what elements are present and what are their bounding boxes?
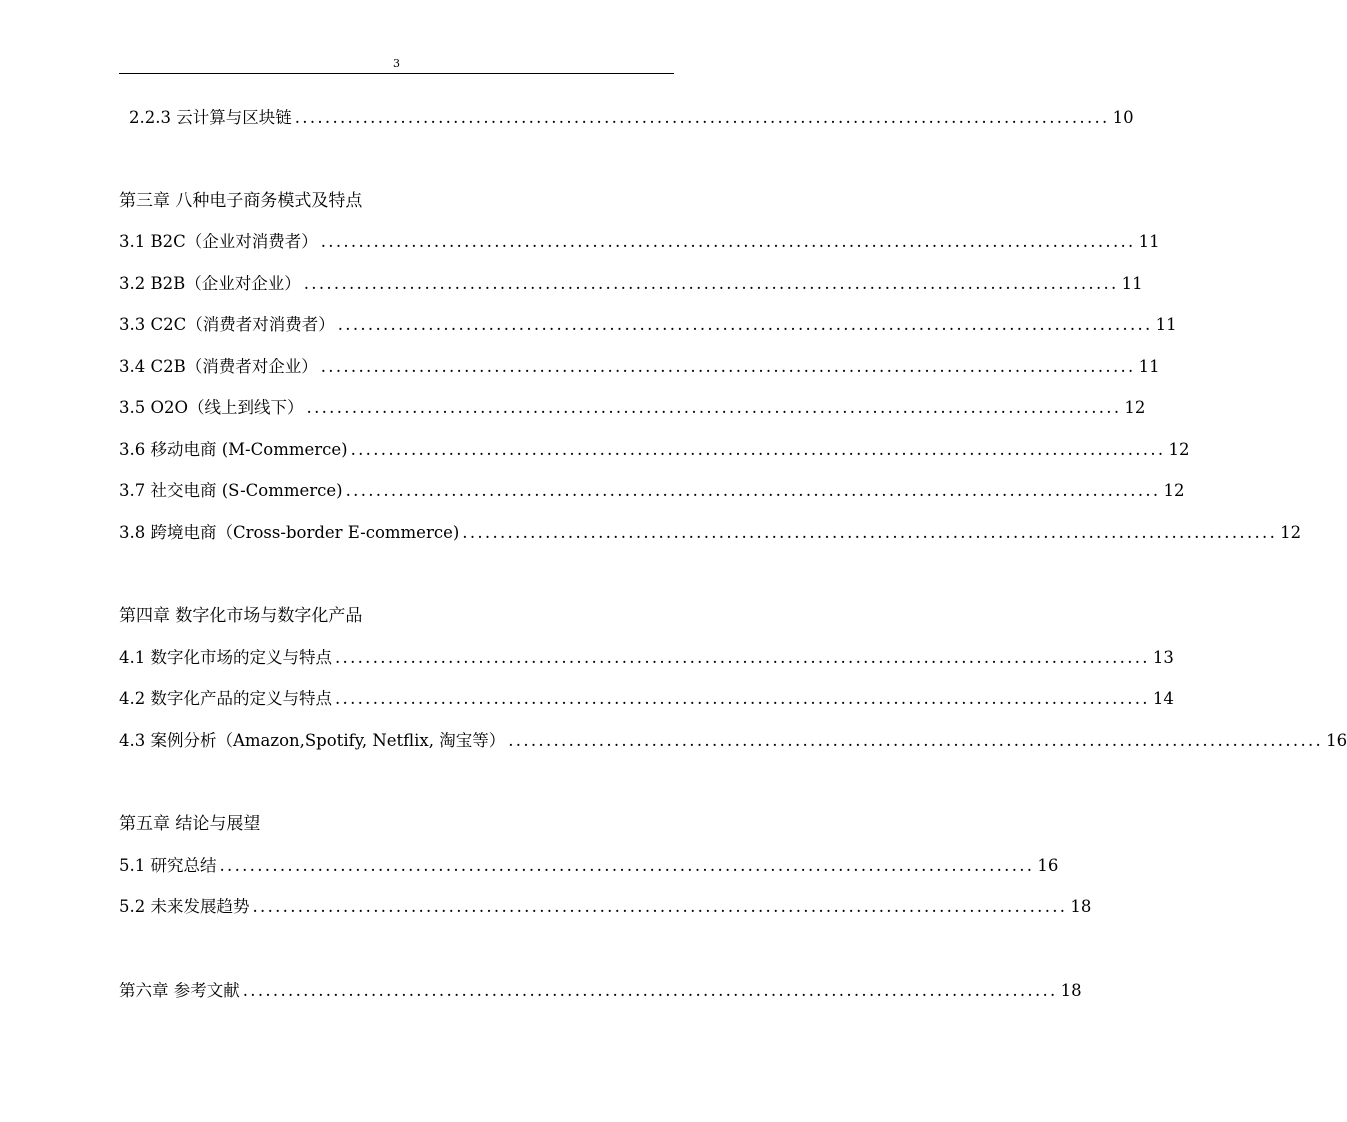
toc-page-number: 11: [1138, 232, 1160, 251]
toc-entry-label: 3.7 社交电商 (S-Commerce): [119, 481, 343, 500]
chapter-5-title[interactable]: 第五章 结论与展望: [119, 814, 261, 834]
toc-dot-leader: ............................................................................................................: [350, 440, 1166, 459]
page-number: 3: [393, 57, 400, 70]
toc-entry-3-2[interactable]: [119, 272, 1143, 296]
toc-page-number: 16: [1326, 731, 1347, 750]
toc-entry-label: 5.2 未来发展趋势: [119, 897, 250, 916]
toc-entry-3-4[interactable]: [119, 355, 1160, 379]
toc-dot-leader: ............................................................................................................: [508, 731, 1324, 750]
toc-entry-3-1[interactable]: [119, 230, 1160, 254]
toc-dot-leader: ............................................................................................................: [252, 897, 1068, 916]
toc-dot-leader: ............................................................................................................: [320, 232, 1136, 251]
toc-entry-label: 4.2 数字化产品的定义与特点: [119, 689, 332, 708]
toc-page-number: 18: [1060, 981, 1082, 1000]
toc-entry-5-2[interactable]: [119, 895, 1092, 919]
toc-page-number: 12: [1163, 481, 1185, 500]
chapter-4-title[interactable]: 第四章 数字化市场与数字化产品: [119, 606, 363, 626]
toc-dot-leader: ............................................................................................................: [219, 856, 1035, 875]
toc-dot-leader: ............................................................................................................: [345, 481, 1161, 500]
toc-page-number: 14: [1152, 689, 1174, 708]
toc-entry-4-3[interactable]: [119, 729, 1347, 753]
toc-dot-leader: ............................................................................................................: [306, 398, 1122, 417]
toc-entry-3-3[interactable]: [119, 313, 1177, 337]
toc-entry-label: 3.8 跨境电商（Cross-border E-commerce): [119, 523, 460, 542]
toc-entry-label: 3.2 B2B（企业对企业）: [119, 274, 301, 293]
toc-page-number: 11: [1121, 274, 1143, 293]
toc-entry-3-8[interactable]: [119, 521, 1302, 545]
toc-entry-label: 3.1 B2C（企业对消费者）: [119, 232, 318, 251]
toc-page-number: 16: [1037, 856, 1059, 875]
chapter-3-title[interactable]: 第三章 八种电子商务模式及特点: [119, 191, 363, 211]
toc-entry-label: 3.6 移动电商 (M-Commerce): [119, 440, 348, 459]
toc-page-number: 11: [1155, 315, 1177, 334]
toc-dot-leader: ............................................................................................................: [335, 648, 1150, 667]
toc-dot-leader: ............................................................................................................: [462, 523, 1278, 542]
toc-entry-4-1[interactable]: [119, 646, 1174, 670]
toc-dot-leader: ............................................................................................................: [337, 315, 1153, 334]
toc-page-number: 11: [1138, 357, 1160, 376]
toc-page-number: 12: [1168, 440, 1190, 459]
toc-entry-label: 4.1 数字化市场的定义与特点: [119, 648, 332, 667]
toc-entry-label: 3.3 C2C（消费者对消费者）: [119, 315, 335, 334]
toc-entry-3-6[interactable]: [119, 438, 1190, 462]
toc-entry-label: 5.1 研究总结: [119, 856, 217, 875]
toc-page-number: 12: [1124, 398, 1146, 417]
toc-dot-leader: ............................................................................................................: [303, 274, 1119, 293]
toc-dot-leader: ............................................................................................................: [294, 108, 1110, 127]
toc-page-number: 13: [1152, 648, 1174, 667]
toc-entry-label: 2.2.3 云计算与区块链: [129, 108, 292, 127]
toc-dot-leader: ............................................................................................................: [242, 981, 1058, 1000]
toc-dot-leader: ............................................................................................................: [320, 357, 1136, 376]
chapter-6-title: 第六章 参考文献: [119, 981, 240, 1000]
toc-entry-5-1[interactable]: [119, 854, 1059, 878]
toc-entry-4-2[interactable]: [119, 687, 1174, 711]
toc-entry-2-2-3[interactable]: [129, 106, 1134, 130]
toc-entry-3-7[interactable]: [119, 479, 1185, 503]
toc-page-number: 12: [1280, 523, 1302, 542]
toc-entry-label: 4.3 案例分析（Amazon,Spotify, Netflix, 淘宝等）: [119, 731, 506, 750]
toc-entry-chapter-6[interactable]: [119, 979, 1082, 1003]
toc-page-number: 10: [1112, 108, 1134, 127]
toc-dot-leader: ............................................................................................................: [335, 689, 1150, 708]
toc-entry-label: 3.4 C2B（消费者对企业）: [119, 357, 318, 376]
toc-entry-3-5[interactable]: [119, 396, 1146, 420]
toc-entry-label: 3.5 O2O（线上到线下）: [119, 398, 304, 417]
header-rule: [119, 73, 674, 74]
toc-page-number: 18: [1070, 897, 1092, 916]
